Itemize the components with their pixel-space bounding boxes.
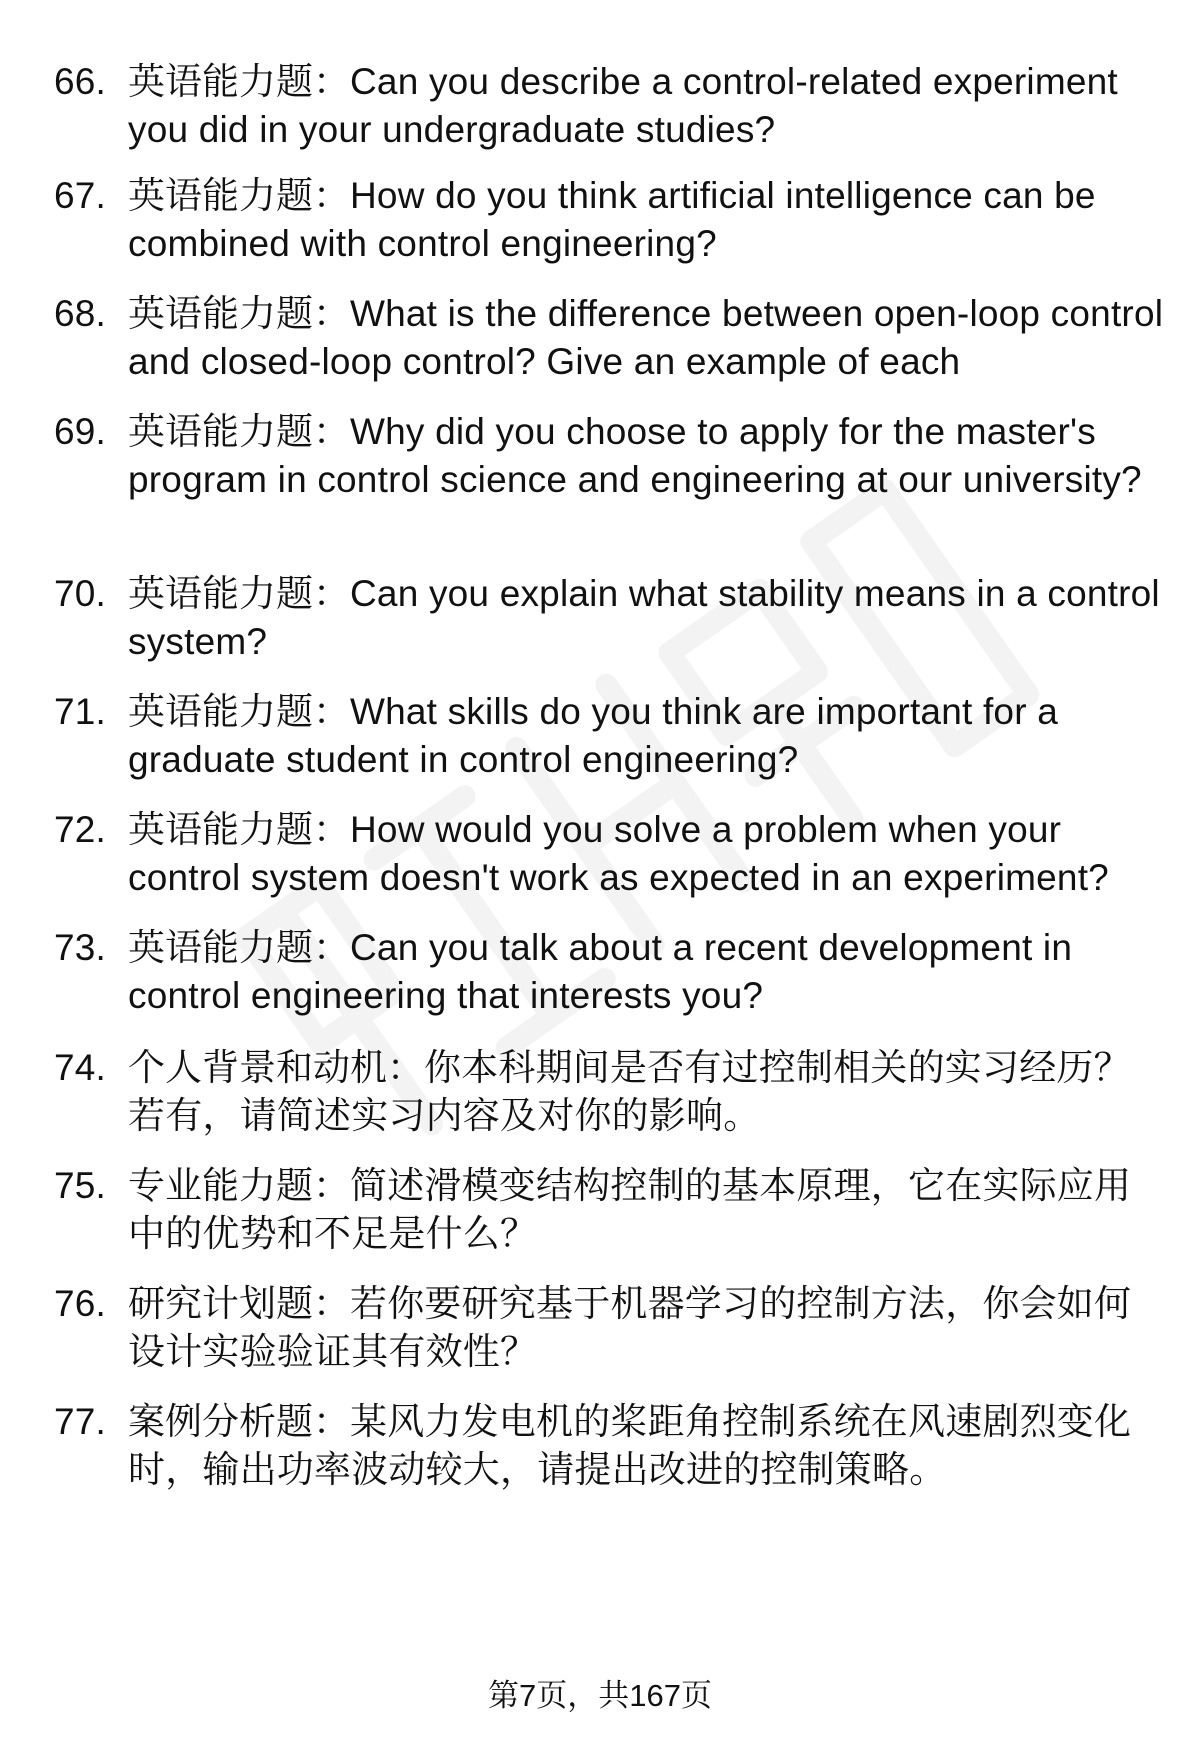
question-item [54,1162,1164,1258]
question-category: 英语能力题： [128,809,350,850]
question-category: 英语能力题： [128,175,350,216]
question-text: How would you solve a problem when your control system doesn't work as expected in an experiment? [128,809,1109,898]
question-item [54,924,1164,1020]
question-text: What skills do you think are important for a graduate student in control engineering? [128,691,1058,780]
question-category: 案例分析题： [128,1401,350,1442]
question-category: 英语能力题： [128,61,350,102]
question-category: 英语能力题： [128,293,350,334]
page-number: 第7页，共167页 [488,1678,712,1713]
question-number: 75. [54,1165,107,1206]
question-item [54,1044,1164,1140]
question-text: Can you describe a control-related experiment you did in your undergraduate studies? [128,61,1118,150]
question-number: 71. [54,691,107,732]
question-text: Why did you choose to apply for the master's program in control science and engineering at our university? [128,411,1142,500]
question-text: 你本科期间是否有过控制相关的实习经历？若有，请简述实习内容及对你的影响。 [128,1047,1131,1136]
question-number: 73. [54,927,107,968]
question-number: 68. [54,293,107,334]
question-number: 70. [54,573,107,614]
question-item [54,408,1164,504]
question-number: 74. [54,1047,107,1088]
question-category: 英语能力题： [128,691,350,732]
question-category: 研究计划题： [128,1283,350,1324]
question-item [54,172,1164,268]
question-item [54,1398,1164,1494]
question-item [54,1280,1164,1376]
question-item [54,58,1164,154]
question-text: 某风力发电机的桨距角控制系统在风速剧烈变化时，输出功率波动较大，请提出改进的控制策略。 [128,1401,1132,1490]
question-category: 英语能力题： [128,927,350,968]
question-number: 77. [54,1401,107,1442]
question-category: 专业能力题： [128,1165,350,1206]
question-item [54,290,1164,386]
question-category: 个人背景和动机： [128,1047,424,1088]
question-item [54,688,1164,784]
question-text: Can you explain what stability means in a control system? [128,573,1160,662]
question-number: 72. [54,809,107,850]
question-text: 简述滑模变结构控制的基本原理，它在实际应用中的优势和不足是什么？ [128,1165,1132,1254]
question-item [54,570,1164,666]
question-text: What is the difference between open-loop control and closed-loop control? Give an example of each [128,293,1164,382]
question-category: 英语能力题： [128,573,350,614]
question-number: 66. [54,61,107,102]
question-number: 67. [54,175,107,216]
question-text: 若你要研究基于机器学习的控制方法，你会如何设计实验验证其有效性？ [128,1283,1132,1372]
question-number: 76. [54,1283,107,1324]
question-item [54,806,1164,902]
question-text: Can you talk about a recent development in control engineering that interests you? [128,927,1073,1016]
question-category: 英语能力题： [128,411,350,452]
question-number: 69. [54,411,107,452]
question-text: How do you think artificial intelligence can be combined with control engineering? [128,175,1096,264]
